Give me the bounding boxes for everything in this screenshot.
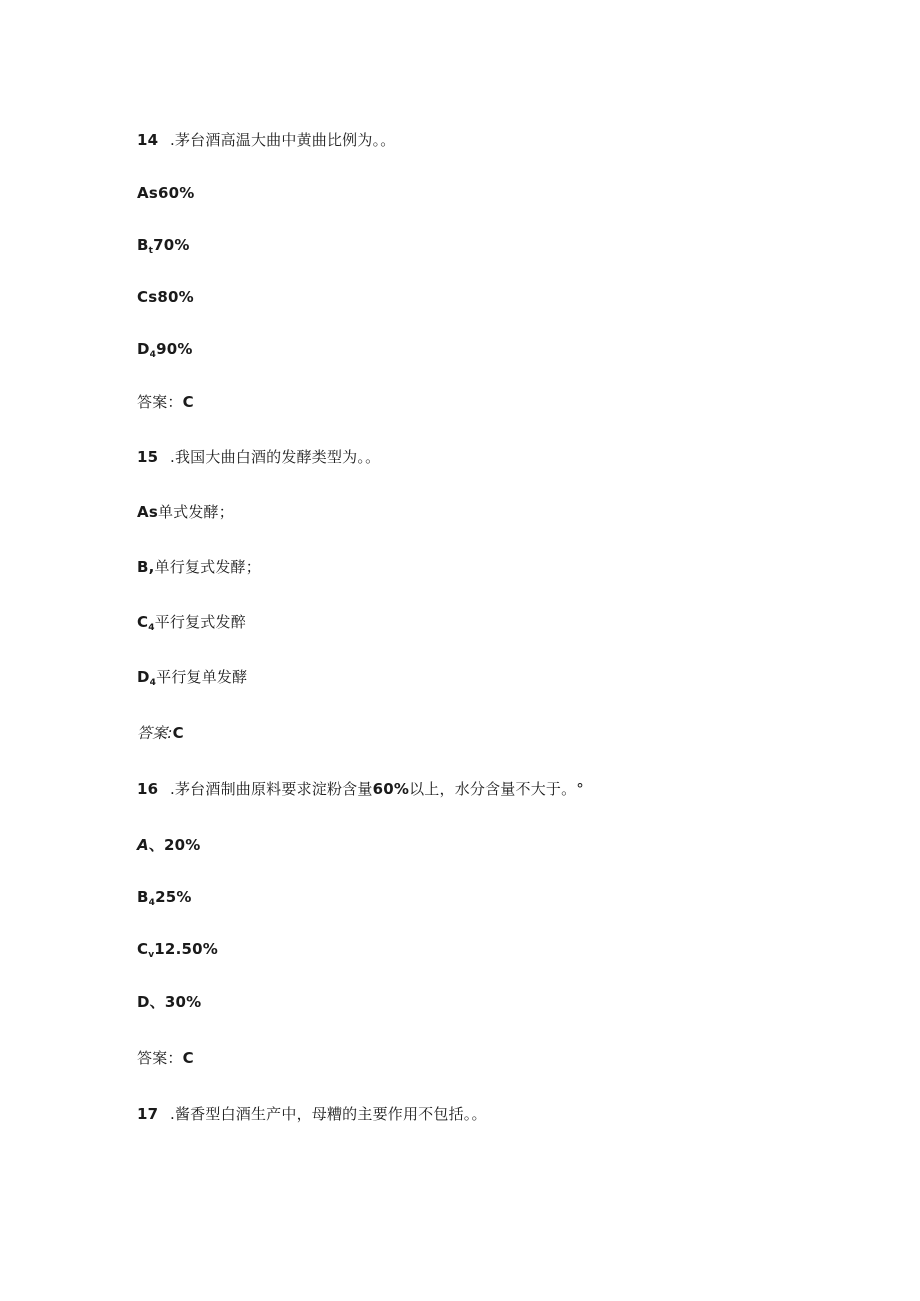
answer xyxy=(137,392,194,412)
option-text: 12.50% xyxy=(154,940,218,958)
option-letter: A xyxy=(137,184,149,202)
option-separator: 4 xyxy=(148,623,155,633)
option-text: 30% xyxy=(164,993,202,1011)
answer-value: C xyxy=(172,724,184,742)
answer-label: 答案： xyxy=(137,393,183,411)
option-letter: A xyxy=(137,503,149,521)
option-text: 80% xyxy=(157,288,194,306)
option-text: 60% xyxy=(157,184,195,202)
answer-value: C xyxy=(182,393,194,411)
option-letter: C xyxy=(137,940,149,958)
answer-label: 答案： xyxy=(137,1049,183,1067)
option-letter: C xyxy=(137,613,149,631)
question-text-rest: 以上，水分含量不大于。° xyxy=(409,780,584,798)
option-c xyxy=(137,612,246,638)
option-a xyxy=(137,502,234,522)
question-14 xyxy=(137,130,395,150)
option-text: 单式发酵； xyxy=(157,503,234,521)
answer-value: C xyxy=(182,1049,194,1067)
question-number: 15 xyxy=(137,448,159,466)
option-letter: B xyxy=(137,236,149,254)
question-16 xyxy=(137,779,584,799)
question-number: 17 xyxy=(137,1105,159,1123)
option-text: 20% xyxy=(164,836,201,854)
option-separator: s xyxy=(148,503,158,521)
option-text: 25% xyxy=(155,888,192,906)
option-a xyxy=(137,183,194,203)
answer xyxy=(137,723,184,743)
option-b xyxy=(137,557,261,577)
option-separator: t xyxy=(148,246,154,256)
option-letter: A xyxy=(137,836,149,854)
option-separator: , xyxy=(148,558,155,576)
question-number: 16 xyxy=(137,780,159,798)
question-17 xyxy=(137,1104,487,1124)
option-d xyxy=(137,339,193,365)
option-c xyxy=(137,287,194,307)
question-text: .酱香型白酒生产中，母糟的主要作用不包括。。 xyxy=(170,1105,487,1123)
option-letter: B xyxy=(137,888,149,906)
question-15 xyxy=(137,447,380,467)
option-separator: s xyxy=(148,184,158,202)
option-separator: 、 xyxy=(148,836,165,854)
option-letter: C xyxy=(137,288,149,306)
question-text: .茅台酒制曲原料要求淀粉含量 xyxy=(170,780,373,798)
question-text: .茅台酒高温大曲中黄曲比例为。。 xyxy=(170,131,396,149)
option-text: 单行复式发酵； xyxy=(154,558,261,576)
option-d xyxy=(137,667,247,693)
option-d xyxy=(137,992,201,1012)
option-separator: 、 xyxy=(149,993,165,1011)
option-letter: B xyxy=(137,558,149,576)
option-text: 90% xyxy=(156,340,193,358)
option-separator: 4 xyxy=(149,678,157,688)
answer-label: 答案: xyxy=(137,724,173,742)
question-text: .我国大曲白酒的发酵类型为。。 xyxy=(170,448,381,466)
option-separator: s xyxy=(148,288,158,306)
option-separator: 4 xyxy=(148,898,156,908)
question-text-bold: 60% xyxy=(372,780,410,798)
option-separator: 4 xyxy=(149,350,157,360)
answer xyxy=(137,1048,194,1068)
option-letter: D xyxy=(137,668,150,686)
option-text: 70% xyxy=(153,236,190,254)
option-b xyxy=(137,235,190,261)
option-b xyxy=(137,887,192,913)
option-letter: D xyxy=(137,993,150,1011)
option-a xyxy=(137,835,201,855)
option-c xyxy=(137,939,218,965)
option-separator: v xyxy=(148,950,155,960)
question-number: 14 xyxy=(137,131,159,149)
option-text: 平行复式发醉 xyxy=(154,613,246,631)
option-text: 平行复单发酵 xyxy=(156,668,248,686)
option-letter: D xyxy=(137,340,150,358)
